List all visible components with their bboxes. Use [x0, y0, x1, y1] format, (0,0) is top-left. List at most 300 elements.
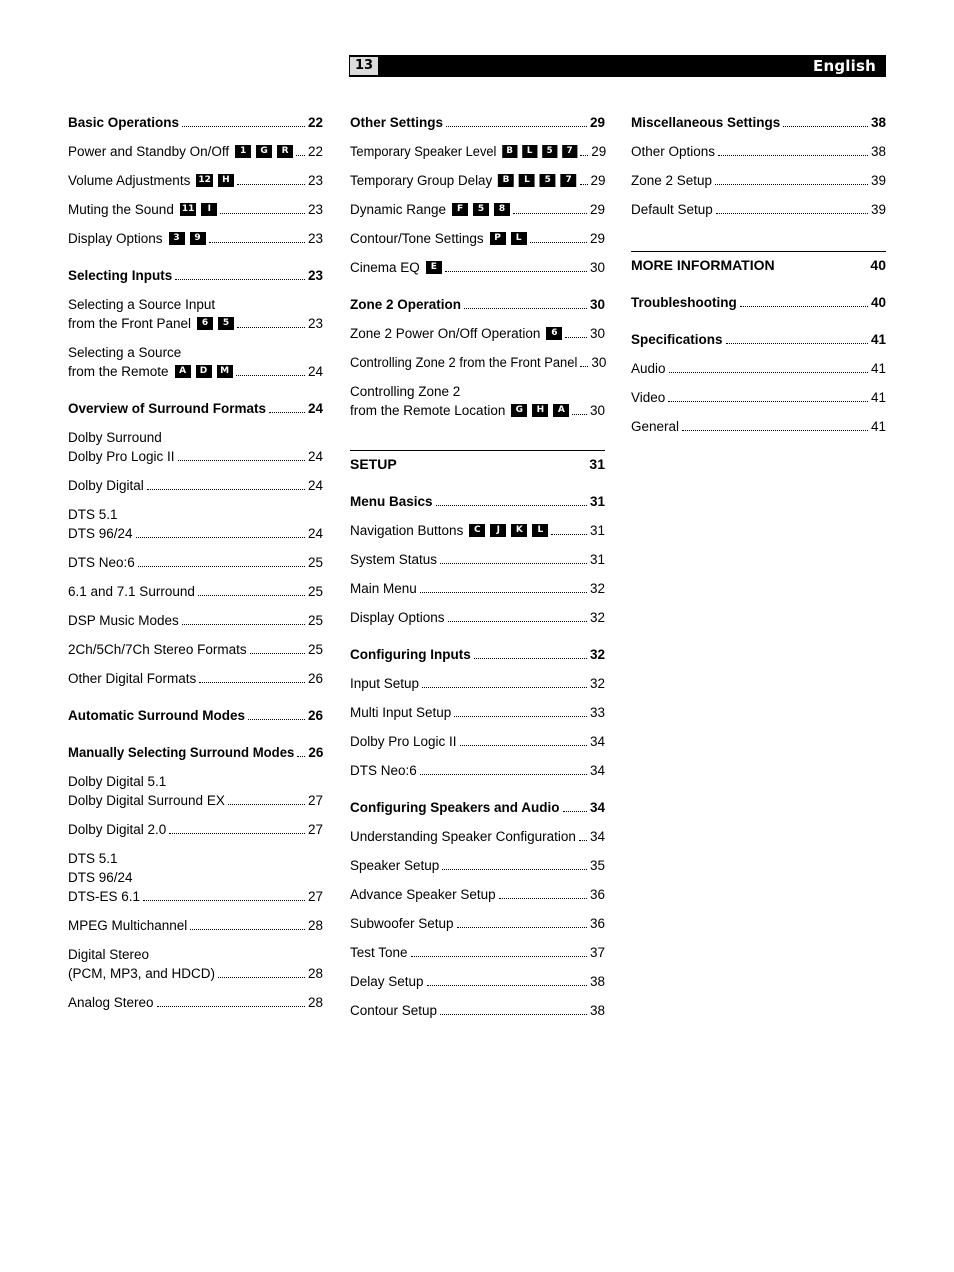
- toc-page-number: 24: [307, 449, 323, 464]
- toc-group: [631, 293, 886, 436]
- dot-leader: [580, 366, 588, 367]
- toc-page-number: 41: [870, 419, 886, 434]
- dot-leader: [157, 1006, 305, 1007]
- remote-key-icon: L: [522, 145, 537, 158]
- toc-entry: [350, 885, 605, 904]
- dot-leader: [440, 1014, 587, 1015]
- toc-entry-title: [68, 706, 245, 725]
- toc-entry-title: [350, 229, 527, 248]
- toc-page-number: 37: [589, 945, 605, 960]
- dot-leader: [147, 489, 305, 490]
- toc-page-number: 30: [589, 297, 605, 312]
- toc-entry-title: [350, 732, 457, 751]
- toc-entry-label: Multi Input Setup: [350, 705, 452, 720]
- toc-entry-text: [350, 674, 419, 693]
- toc-entry-title: [350, 972, 424, 991]
- dot-leader: [175, 279, 305, 280]
- toc-page-number: 29: [591, 144, 607, 159]
- dot-leader: [474, 658, 587, 659]
- toc-entry-line: DTS 5.1: [68, 507, 118, 522]
- toc-entry-text: [68, 611, 179, 630]
- toc-entry: [68, 669, 323, 688]
- toc-entry: [631, 142, 886, 161]
- toc-entry-title: [68, 993, 154, 1012]
- toc-page-number: 23: [307, 173, 323, 188]
- toc-page-number: 30: [589, 260, 605, 275]
- toc-entry-title: [68, 399, 266, 418]
- toc-entry-label: Other Options: [631, 144, 716, 159]
- toc-entry: [68, 706, 323, 725]
- toc-entry: [68, 772, 323, 810]
- toc-entry: [350, 761, 605, 780]
- toc-entry-label: Overview of Surround Formats: [68, 401, 267, 416]
- toc-entry: [68, 582, 323, 601]
- toc-page-number: 25: [307, 584, 323, 599]
- toc-page-number: 27: [307, 793, 323, 808]
- dot-leader: [250, 653, 305, 654]
- dot-leader: [715, 184, 868, 185]
- toc-page-number: 32: [589, 581, 605, 596]
- toc-page-number: 23: [307, 231, 323, 246]
- toc-entry-title: [350, 401, 569, 420]
- toc-entry: [350, 856, 605, 875]
- toc-entry-title: [68, 743, 294, 762]
- remote-key-icon: 7: [562, 145, 577, 158]
- toc-entry-label: DTS-ES 6.1: [68, 889, 141, 904]
- toc-entry-text: [68, 669, 196, 688]
- toc-entry-title: [350, 703, 451, 722]
- remote-key-icon: 5: [218, 317, 234, 330]
- remote-key-icon: L: [532, 524, 548, 537]
- toc-entry-label: Volume Adjustments: [68, 173, 191, 188]
- toc-entry-label: Speaker Setup: [350, 858, 440, 873]
- remote-key-icon: I: [201, 203, 217, 216]
- dot-leader: [718, 155, 868, 156]
- toc-entry-text: [631, 171, 712, 190]
- toc-page-number: 31: [589, 523, 605, 538]
- dot-leader: [669, 372, 868, 373]
- toc-entry-text: [350, 229, 527, 248]
- dot-leader: [209, 242, 305, 243]
- dot-leader: [445, 271, 587, 272]
- dot-leader: [454, 716, 587, 717]
- dot-leader: [228, 804, 305, 805]
- toc-entry: [350, 703, 605, 722]
- toc-entry-title: [350, 295, 461, 314]
- toc-entry-text: [350, 732, 457, 751]
- toc-entry: [631, 113, 886, 132]
- toc-entry-label: System Status: [350, 552, 438, 567]
- toc-entry-title: [68, 314, 234, 333]
- dot-leader: [427, 985, 587, 986]
- toc-entry-title: [68, 887, 140, 906]
- toc-entry-label: Video: [631, 390, 666, 405]
- dot-leader: [420, 774, 587, 775]
- dot-leader: [442, 869, 587, 870]
- toc-entry-text: [68, 916, 187, 935]
- dot-leader: [783, 126, 868, 127]
- toc-entry-title: [631, 359, 666, 378]
- toc-entry: [350, 229, 605, 248]
- toc-entry: [350, 608, 605, 627]
- toc-entry-label: Menu Basics: [350, 494, 433, 509]
- toc-entry: [631, 293, 886, 312]
- dot-leader: [143, 900, 305, 901]
- toc-page-number: 38: [870, 115, 886, 130]
- toc-entry: [350, 521, 605, 540]
- toc-entry: [350, 171, 605, 190]
- toc-entry-text: [350, 608, 445, 627]
- toc-page-number: 30: [589, 403, 605, 418]
- toc-entry-label: Specifications: [631, 332, 723, 347]
- toc-entry-text: [68, 399, 266, 418]
- toc-entry-label: Dolby Digital 2.0: [68, 822, 167, 837]
- remote-key-icon: E: [426, 261, 442, 274]
- toc-entry-label: Input Setup: [350, 676, 420, 691]
- toc-entry-label: Subwoofer Setup: [350, 916, 454, 931]
- toc-entry-title: [350, 1001, 437, 1020]
- toc-page-number: 38: [870, 144, 886, 159]
- toc-entry-text: [350, 382, 569, 420]
- toc-entry-label: DTS Neo:6: [350, 763, 417, 778]
- toc-page-number: 40: [870, 295, 886, 310]
- toc-entry-title: [350, 353, 577, 372]
- section-page: 31: [589, 456, 605, 472]
- toc-entry: [68, 399, 323, 418]
- toc-entry: [350, 827, 605, 846]
- remote-key-icon: A: [175, 365, 191, 378]
- toc-entry-text: [631, 417, 679, 436]
- dot-leader: [420, 592, 587, 593]
- toc-entry-title: [350, 914, 454, 933]
- toc-entry-label: Manually Selecting Surround Modes: [68, 745, 295, 760]
- toc-page-number: 39: [870, 202, 886, 217]
- toc-entry-title: [68, 669, 196, 688]
- toc-entry: [68, 640, 323, 659]
- dot-leader: [178, 460, 305, 461]
- remote-key-icon: F: [452, 203, 468, 216]
- dot-leader: [190, 929, 305, 930]
- remote-key-icon: 6: [546, 327, 562, 340]
- toc-page-number: 31: [589, 494, 605, 509]
- section-heading-setup: [350, 450, 605, 472]
- dot-leader: [572, 414, 587, 415]
- toc-entry-title: [350, 200, 510, 219]
- toc-page-number: 32: [589, 610, 605, 625]
- toc-entry-label: Selecting Inputs: [68, 268, 173, 283]
- toc-entry-label: from the Remote Location: [350, 403, 506, 418]
- dot-leader: [248, 719, 305, 720]
- toc-entry-title: [68, 266, 172, 285]
- toc-page-number: 30: [591, 355, 607, 370]
- dot-leader: [563, 811, 587, 812]
- toc-entry-text: [68, 772, 225, 810]
- toc-entry-text: [350, 295, 461, 314]
- toc-entry: [350, 943, 605, 962]
- toc-entry-text: [68, 582, 195, 601]
- toc-page-number: 28: [307, 995, 323, 1010]
- dot-leader: [682, 430, 868, 431]
- dot-leader: [513, 213, 587, 214]
- toc-page-number: 27: [307, 889, 323, 904]
- toc-entry-label: Configuring Inputs: [350, 647, 471, 662]
- toc-group: [68, 113, 323, 1012]
- remote-key-icon: J: [490, 524, 506, 537]
- dot-leader: [182, 126, 305, 127]
- toc-entry-text: [631, 113, 780, 132]
- toc-entry: [68, 476, 323, 495]
- toc-entry: [350, 645, 605, 664]
- remote-key-icon: R: [277, 145, 293, 158]
- toc-entry-label: Contour Setup: [350, 1003, 438, 1018]
- remote-key-icon: L: [519, 174, 535, 187]
- toc-entry: [350, 798, 605, 817]
- dot-leader: [716, 213, 868, 214]
- dot-leader: [422, 687, 587, 688]
- toc-entry-title: [350, 761, 417, 780]
- toc-entry-text: [68, 820, 166, 839]
- toc-entry: [68, 945, 323, 983]
- dot-leader: [269, 412, 305, 413]
- toc-page-number: 36: [589, 916, 605, 931]
- toc-entry: [68, 553, 323, 572]
- toc-entry-label: Temporary Speaker Level: [350, 144, 497, 159]
- toc-entry-label: DTS Neo:6: [68, 555, 135, 570]
- toc-entry-label: Basic Operations: [68, 115, 180, 130]
- remote-key-icon: 3: [169, 232, 185, 245]
- page-number: 13: [350, 57, 378, 75]
- toc-entry: [350, 324, 605, 343]
- toc-entry-label: Advance Speaker Setup: [350, 887, 496, 902]
- toc-entry-label: Miscellaneous Settings: [631, 115, 781, 130]
- toc-entry-label: Automatic Surround Modes: [68, 708, 246, 723]
- toc-entry-title: [350, 521, 548, 540]
- toc-page-number: 29: [590, 173, 606, 188]
- toc-page-number: 24: [307, 478, 323, 493]
- dot-leader: [138, 566, 305, 567]
- section-heading-more-information: [631, 251, 886, 273]
- toc-page-number: 26: [307, 708, 323, 723]
- toc-entry: [631, 388, 886, 407]
- toc-page-number: 26: [308, 745, 324, 760]
- toc-entry-label: Zone 2 Operation: [350, 297, 462, 312]
- toc-entry-title: [350, 645, 471, 664]
- remote-key-icon: L: [511, 232, 527, 245]
- dot-leader: [136, 537, 305, 538]
- toc-entry-title: [68, 791, 225, 810]
- toc-page-number: 34: [589, 763, 605, 778]
- toc-entry: [68, 993, 323, 1012]
- remote-key-icon: M: [217, 365, 233, 378]
- toc-entry-text: [68, 200, 217, 219]
- toc-entry: [68, 142, 323, 161]
- toc-entry-label: Other Settings: [350, 115, 444, 130]
- toc-page-number: 32: [589, 647, 605, 662]
- toc-entry-text: [350, 550, 437, 569]
- toc-page-number: 32: [589, 676, 605, 691]
- toc-entry-text: [350, 885, 496, 904]
- remote-key-icon: H: [532, 404, 548, 417]
- toc-entry: [68, 266, 323, 285]
- remote-key-icon: 9: [190, 232, 206, 245]
- toc-entry: [631, 200, 886, 219]
- toc-entry-title: [68, 476, 144, 495]
- toc-entry-text: [350, 353, 577, 372]
- toc-entry: [68, 505, 323, 543]
- toc-page-number: 26: [307, 671, 323, 686]
- toc-entry-text: [68, 640, 247, 659]
- toc-page-number: 34: [589, 734, 605, 749]
- toc-entry-label: DSP Music Modes: [68, 613, 179, 628]
- toc-page-number: 31: [589, 552, 605, 567]
- toc-page-number: 39: [870, 173, 886, 188]
- toc-entry-text: [631, 359, 666, 378]
- toc-entry-title: [68, 113, 179, 132]
- toc-entry: [350, 200, 605, 219]
- toc-entry-text: [631, 293, 737, 312]
- remote-key-icon: G: [511, 404, 527, 417]
- toc-entry: [68, 428, 323, 466]
- toc-page-number: 25: [307, 555, 323, 570]
- toc-entry-title: [68, 820, 166, 839]
- toc-entry-title: [350, 492, 433, 511]
- toc-page-number: 30: [589, 326, 605, 341]
- toc-page-number: 41: [870, 361, 886, 376]
- dot-leader: [169, 833, 305, 834]
- toc-page-number: 28: [307, 918, 323, 933]
- dot-leader: [726, 343, 868, 344]
- dot-leader: [297, 756, 305, 757]
- toc-entry-label: Troubleshooting: [631, 295, 737, 310]
- dot-leader: [296, 155, 305, 156]
- section-title: MORE INFORMATION: [631, 257, 775, 273]
- toc-page-number: 29: [589, 115, 605, 130]
- toc-entry: [350, 550, 605, 569]
- toc-entry-label: Audio: [631, 361, 666, 376]
- toc-entry-title: [350, 856, 439, 875]
- toc-entry-label: Understanding Speaker Configuration: [350, 829, 576, 844]
- toc-entry-title: [68, 640, 247, 659]
- toc-entry-label: MPEG Multichannel: [68, 918, 188, 933]
- toc-entry-title: [350, 171, 577, 190]
- dot-leader: [236, 375, 305, 376]
- section-page: 40: [870, 257, 886, 273]
- toc-entry-text: [350, 492, 433, 511]
- dot-leader: [436, 505, 587, 506]
- toc-page-number: 23: [307, 268, 323, 283]
- dot-leader: [740, 306, 868, 307]
- toc-entry: [68, 611, 323, 630]
- toc-entry-text: [68, 171, 234, 190]
- toc-page-number: 33: [589, 705, 605, 720]
- toc-entry-text: [350, 972, 424, 991]
- remote-key-icon: 5: [542, 145, 557, 158]
- toc-entry: [631, 330, 886, 349]
- toc-entry-title: [68, 916, 187, 935]
- toc-entry-text: [350, 914, 454, 933]
- toc-entry-line: DTS 5.1: [68, 851, 118, 866]
- toc-entry-label: DTS 96/24: [68, 526, 133, 541]
- dot-leader: [579, 840, 587, 841]
- toc-entry-text: [68, 945, 215, 983]
- toc-entry: [350, 579, 605, 598]
- toc-entry-label: from the Remote: [68, 364, 169, 379]
- toc-entry-line: Digital Stereo: [68, 947, 150, 962]
- toc-group: [350, 113, 605, 420]
- toc-page-number: 28: [307, 966, 323, 981]
- toc-column-3: [631, 113, 886, 446]
- toc-page-number: 34: [589, 800, 605, 815]
- dot-leader: [182, 624, 305, 625]
- toc-page-number: 38: [589, 974, 605, 989]
- toc-page-number: 24: [307, 364, 323, 379]
- toc-entry-text: [68, 706, 245, 725]
- toc-entry-title: [631, 388, 665, 407]
- toc-entry-title: [350, 324, 562, 343]
- toc-entry-line: Selecting a Source Input: [68, 297, 216, 312]
- toc-entry-title: [350, 608, 445, 627]
- toc-entry-text: [631, 388, 665, 407]
- toc-entry: [350, 972, 605, 991]
- toc-entry-text: [68, 476, 144, 495]
- remote-key-icon: 11: [181, 204, 195, 214]
- toc-page-number: 29: [589, 202, 605, 217]
- toc-entry-line: Selecting a Source: [68, 345, 182, 360]
- remote-key-icon: H: [218, 174, 234, 187]
- toc-entry-title: [350, 579, 417, 598]
- toc-entry-title: [68, 362, 233, 381]
- toc-entry-label: Contour/Tone Settings: [350, 231, 484, 246]
- toc-entry-label: Configuring Speakers and Audio: [350, 800, 560, 815]
- toc-entry-text: [350, 521, 548, 540]
- toc-entry-label: Delay Setup: [350, 974, 424, 989]
- toc-entry-text: [350, 579, 417, 598]
- toc-entry: [68, 171, 323, 190]
- toc-entry-text: [68, 229, 206, 248]
- dot-leader: [565, 337, 587, 338]
- dot-leader: [237, 184, 305, 185]
- toc-entry-title: [631, 113, 780, 132]
- toc-entry-label: Temporary Group Delay: [350, 173, 493, 188]
- dot-leader: [499, 898, 587, 899]
- toc-entry-label: Main Menu: [350, 581, 417, 596]
- toc-entry-title: [350, 113, 443, 132]
- remote-key-icon: 1: [235, 145, 251, 158]
- toc-entry-label: 6.1 and 7.1 Surround: [68, 584, 195, 599]
- toc-page-number: 22: [307, 115, 323, 130]
- toc-entry-label: Dolby Pro Logic II: [350, 734, 457, 749]
- toc-entry-title: [350, 674, 419, 693]
- toc-entry: [68, 229, 323, 248]
- toc-entry: [631, 359, 886, 378]
- toc-entry-text: [350, 171, 577, 190]
- toc-entry-title: [68, 611, 179, 630]
- dot-leader: [446, 126, 587, 127]
- toc-entry: [68, 200, 323, 219]
- toc-entry-text: [350, 856, 439, 875]
- toc-entry-label: Controlling Zone 2 from the Front Panel: [350, 355, 578, 370]
- remote-key-icon: 8: [494, 203, 510, 216]
- toc-entry-title: [68, 582, 195, 601]
- toc-entry-label: 2Ch/5Ch/7Ch Stereo Formats: [68, 642, 247, 657]
- remote-key-icon: C: [469, 524, 485, 537]
- toc-page-number: 27: [307, 822, 323, 837]
- toc-entry-label: Other Digital Formats: [68, 671, 197, 686]
- toc-page-number: 25: [307, 613, 323, 628]
- dot-leader: [218, 977, 305, 978]
- remote-key-icon: 5: [540, 174, 556, 187]
- toc-entry-text: [68, 113, 179, 132]
